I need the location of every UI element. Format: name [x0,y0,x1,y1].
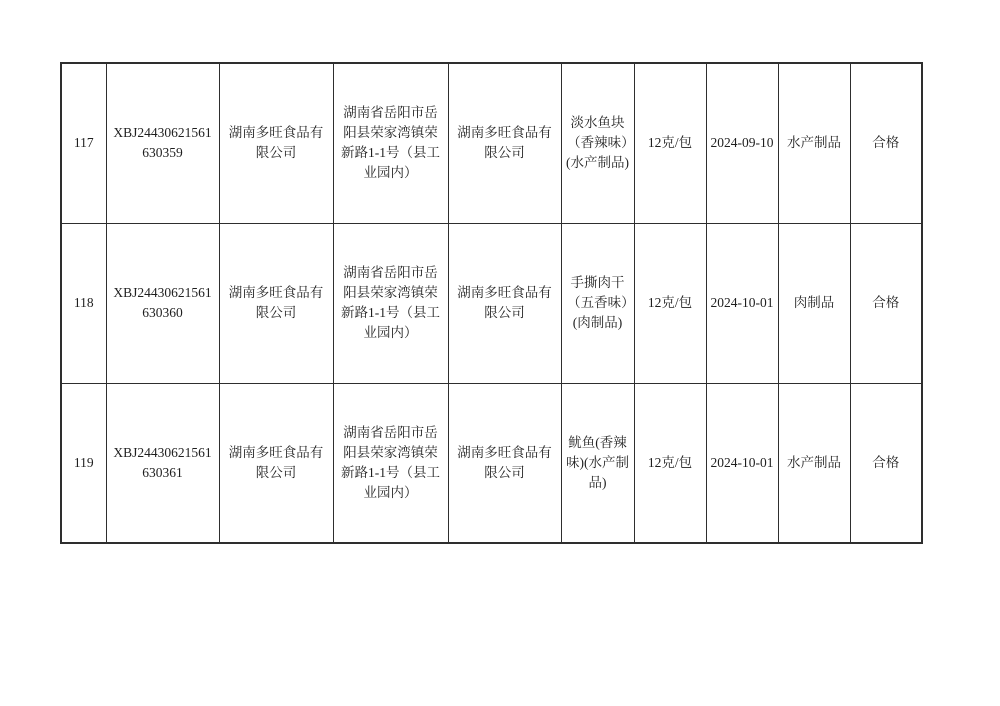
cell-result: 合格 [850,63,922,223]
cell-sample-id: XBJ24430621561630360 [106,223,219,383]
cell-sample-id: XBJ24430621561630361 [106,383,219,543]
cell-spec: 12克/包 [634,223,706,383]
cell-row-number: 118 [61,223,106,383]
cell-production-date: 2024-10-01 [706,223,778,383]
cell-product-name: 手撕肉干（五香味）(肉制品) [561,223,634,383]
cell-sample-id: XBJ24430621561630359 [106,63,219,223]
cell-producer-name: 湖南多旺食品有限公司 [219,383,333,543]
cell-product-name: 淡水鱼块（香辣味）(水产制品) [561,63,634,223]
cell-product-name: 鱿鱼(香辣味)(水产制品) [561,383,634,543]
table-row [61,63,922,223]
cell-sampled-unit-name: 湖南多旺食品有限公司 [448,383,561,543]
cell-producer-address: 湖南省岳阳市岳阳县荣家湾镇荣新路1-1号（县工业园内） [333,223,448,383]
cell-category: 肉制品 [778,223,850,383]
table-row [61,383,922,543]
table-row [61,223,922,383]
cell-producer-name: 湖南多旺食品有限公司 [219,63,333,223]
cell-spec: 12克/包 [634,383,706,543]
cell-sampled-unit-name: 湖南多旺食品有限公司 [448,63,561,223]
cell-production-date: 2024-09-10 [706,63,778,223]
cell-sampled-unit-name: 湖南多旺食品有限公司 [448,223,561,383]
cell-category: 水产制品 [778,63,850,223]
cell-row-number: 119 [61,383,106,543]
cell-spec: 12克/包 [634,63,706,223]
cell-production-date: 2024-10-01 [706,383,778,543]
cell-producer-name: 湖南多旺食品有限公司 [219,223,333,383]
cell-category: 水产制品 [778,383,850,543]
cell-producer-address: 湖南省岳阳市岳阳县荣家湾镇荣新路1-1号（县工业园内） [333,383,448,543]
inspection-results-table [60,62,923,544]
cell-result: 合格 [850,223,922,383]
cell-producer-address: 湖南省岳阳市岳阳县荣家湾镇荣新路1-1号（县工业园内） [333,63,448,223]
cell-row-number: 117 [61,63,106,223]
cell-result: 合格 [850,383,922,543]
